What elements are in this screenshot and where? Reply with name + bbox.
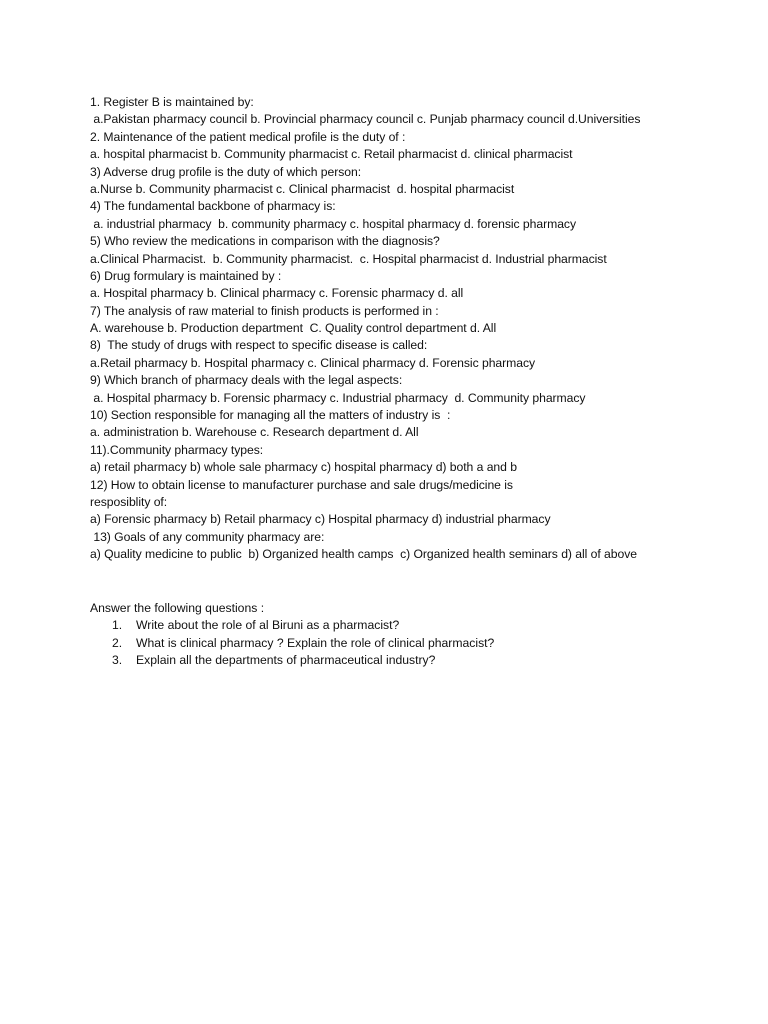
options-line-1: a.Pakistan pharmacy council b. Provincial pharmacy council c. Punjab pharmacy council d.Universities xyxy=(90,112,641,127)
options-line-5: a.Clinical Pharmacist. b. Community pharmacist. c. Hospital pharmacist d. Industrial pharmacist xyxy=(90,251,607,266)
question-line-1: 1. Register B is maintained by: xyxy=(90,95,254,109)
answer-section xyxy=(90,600,750,670)
options-line-11: a) retail pharmacy b) whole sale pharmacy c) hospital pharmacy d) both a and b xyxy=(90,460,517,475)
answer-number: 1. xyxy=(112,618,123,633)
answer-list-item xyxy=(90,617,750,634)
question-line-6: 6) Drug formulary is maintained by : xyxy=(90,268,282,283)
question-line-2: 2. Maintenance of the patient medical profile is the duty of : xyxy=(90,129,406,144)
question-line-12b: resposiblity of: xyxy=(90,494,168,509)
question-line-7: 7) The analysis of raw material to finish products is performed in : xyxy=(90,303,439,318)
question-line-3: 3) Adverse drug profile is the duty of which person: xyxy=(90,164,362,179)
options-line-10: a. administration b. Warehouse c. Research department d. All xyxy=(90,425,419,440)
question-line-10: 10) Section responsible for managing all the matters of industry is : xyxy=(90,408,451,423)
options-line-7: A. warehouse b. Production department C. Quality control department d. All xyxy=(90,321,497,336)
answer-text: Write about the role of al Biruni as a pharmacist? xyxy=(136,618,400,633)
options-line-6: a. Hospital pharmacy b. Clinical pharmacy c. Forensic pharmacy d. all xyxy=(90,286,464,301)
answer-text: What is clinical pharmacy ? Explain the role of clinical pharmacist? xyxy=(136,635,495,650)
options-line-13: a) Quality medicine to public b) Organized health camps c) Organized health seminars d) all of above xyxy=(90,547,637,562)
question-line-11: 11).Community pharmacy types: xyxy=(90,442,264,457)
answer-list xyxy=(90,617,750,669)
answer-list-item xyxy=(90,652,750,669)
question-line-4: 4) The fundamental backbone of pharmacy is: xyxy=(90,199,336,214)
answer-number: 3. xyxy=(112,653,123,668)
answer-heading: Answer the following questions : xyxy=(90,601,265,615)
question-line-12a: 12) How to obtain license to manufacturer purchase and sale drugs/medicine is xyxy=(90,477,513,492)
question-line-9: 9) Which branch of pharmacy deals with the legal aspects: xyxy=(90,373,403,388)
options-line-9: a. Hospital pharmacy b. Forensic pharmacy c. Industrial pharmacy d. Community pharmacy xyxy=(90,390,586,405)
question-line-8: 8) The study of drugs with respect to specific disease is called: xyxy=(90,338,428,353)
mcq-questions xyxy=(90,94,750,564)
question-line-13: 13) Goals of any community pharmacy are: xyxy=(90,529,325,544)
options-line-2: a. hospital pharmacist b. Community pharmacist c. Retail pharmacist d. clinical pharmacist xyxy=(90,147,573,162)
options-line-4: a. industrial pharmacy b. community pharmacy c. hospital pharmacy d. forensic pharmacy xyxy=(90,216,577,231)
answer-text: Explain all the departments of pharmaceutical industry? xyxy=(136,653,436,668)
question-line-5: 5) Who review the medications in comparison with the diagnosis? xyxy=(90,234,440,249)
answer-list-item xyxy=(90,635,750,652)
options-line-3: a.Nurse b. Community pharmacist c. Clinical pharmacist d. hospital pharmacist xyxy=(90,181,515,196)
options-line-12: a) Forensic pharmacy b) Retail pharmacy c) Hospital pharmacy d) industrial pharmacy xyxy=(90,512,551,527)
answer-number: 2. xyxy=(112,635,123,650)
options-line-8: a.Retail pharmacy b. Hospital pharmacy c. Clinical pharmacy d. Forensic pharmacy xyxy=(90,355,536,370)
